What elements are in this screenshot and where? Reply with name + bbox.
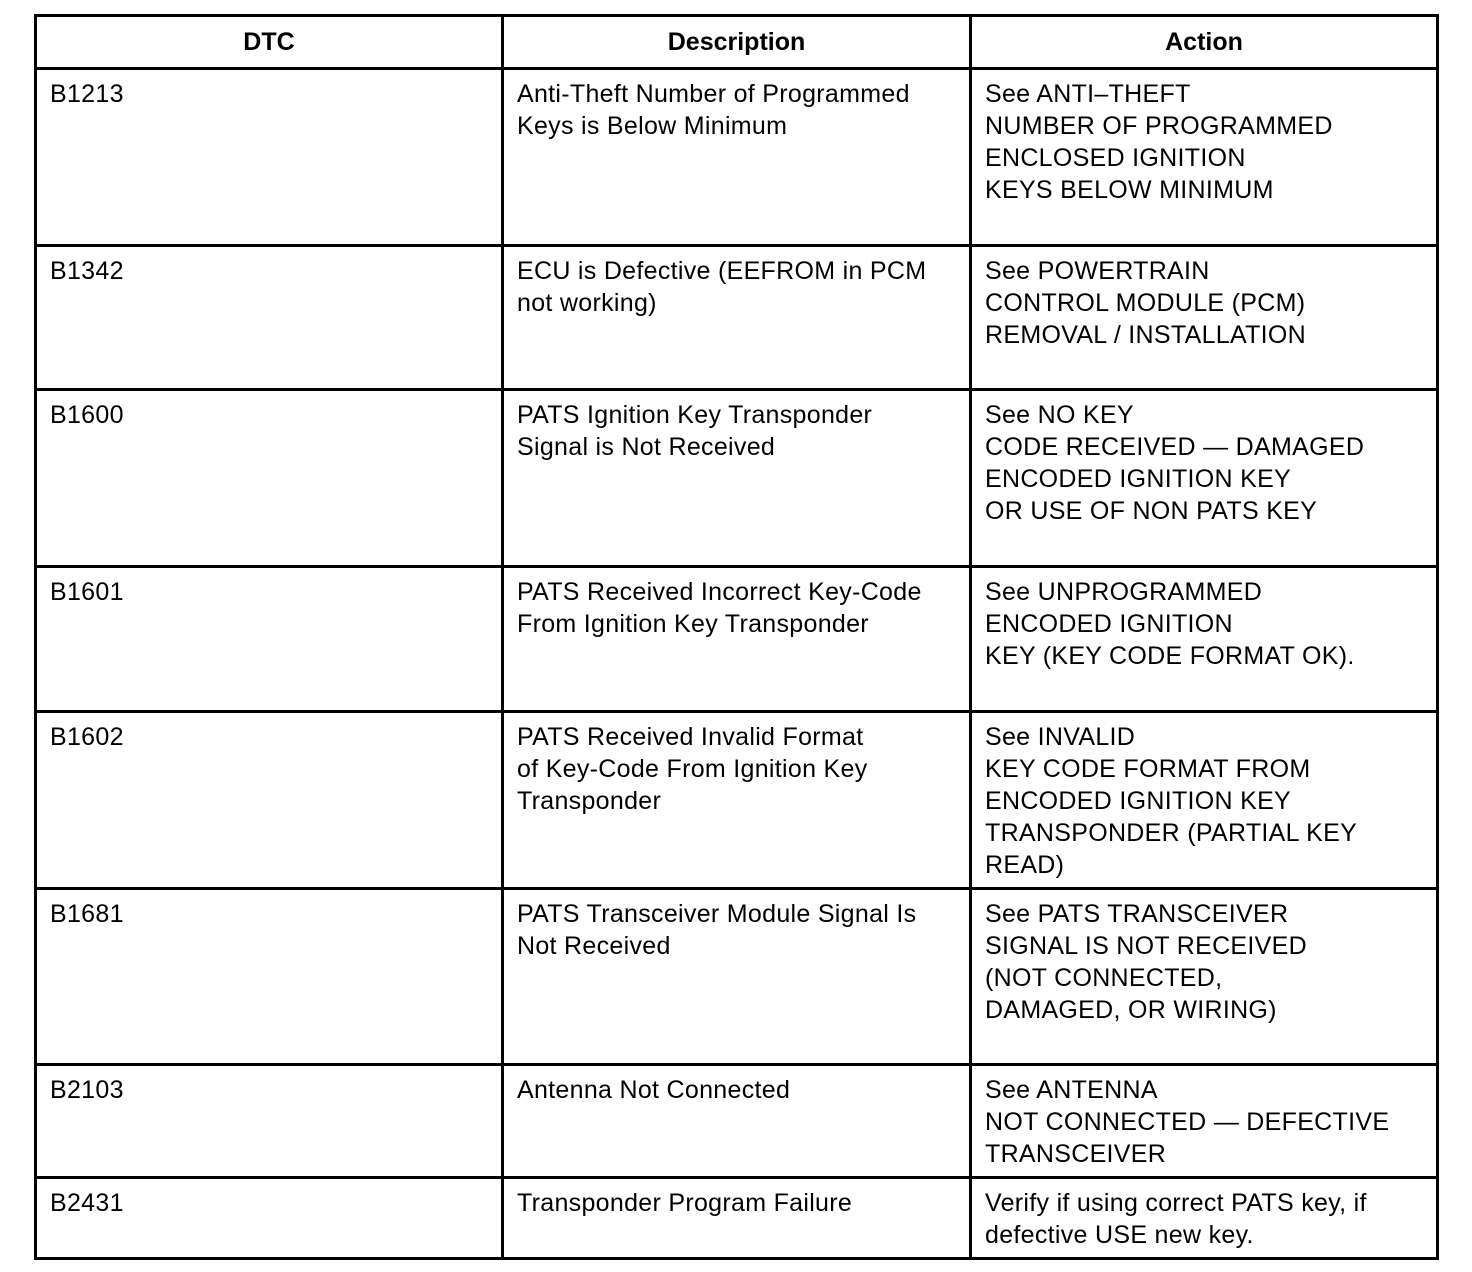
header-description: Description <box>503 16 971 69</box>
action-cell: See POWERTRAIN CONTROL MODULE (PCM) REMOVAL / INSTALLATION <box>971 246 1438 390</box>
header-dtc: DTC <box>36 16 503 69</box>
header-action: Action <box>971 16 1438 69</box>
action-cell: See NO KEY CODE RECEIVED — DAMAGED ENCODED IGNITION KEY OR USE OF NON PATS KEY <box>971 390 1438 567</box>
header-row <box>36 16 1438 69</box>
dtc-cell: B1600 <box>36 390 503 567</box>
dtc-cell: B1601 <box>36 567 503 712</box>
dtc-cell: B1213 <box>36 69 503 246</box>
description-cell: Anti-Theft Number of Programmed Keys is Below Minimum <box>503 69 971 246</box>
description-cell: PATS Transceiver Module Signal Is Not Received <box>503 889 971 1065</box>
description-cell: PATS Received Incorrect Key-Code From Ignition Key Transponder <box>503 567 971 712</box>
table-row <box>36 390 1438 567</box>
table-row <box>36 567 1438 712</box>
description-cell: Antenna Not Connected <box>503 1065 971 1178</box>
table-row <box>36 1178 1438 1259</box>
action-cell: See ANTENNA NOT CONNECTED — DEFECTIVE TRANSCEIVER <box>971 1065 1438 1178</box>
dtc-cell: B2431 <box>36 1178 503 1259</box>
dtc-cell: B1681 <box>36 889 503 1065</box>
table-row <box>36 69 1438 246</box>
table-row <box>36 889 1438 1065</box>
table-row <box>36 246 1438 390</box>
table-row <box>36 712 1438 889</box>
table-row <box>36 1065 1438 1178</box>
dtc-cell: B1342 <box>36 246 503 390</box>
action-cell: See ANTI–THEFT NUMBER OF PROGRAMMED ENCLOSED IGNITION KEYS BELOW MINIMUM <box>971 69 1438 246</box>
action-cell: See INVALID KEY CODE FORMAT FROM ENCODED IGNITION KEY TRANSPONDER (PARTIAL KEY READ) <box>971 712 1438 889</box>
dtc-cell: B1602 <box>36 712 503 889</box>
description-cell: PATS Received Invalid Format of Key-Code From Ignition Key Transponder <box>503 712 971 889</box>
description-cell: Transponder Program Failure <box>503 1178 971 1259</box>
action-cell: See UNPROGRAMMED ENCODED IGNITION KEY (KEY CODE FORMAT OK). <box>971 567 1438 712</box>
action-cell: See PATS TRANSCEIVER SIGNAL IS NOT RECEIVED (NOT CONNECTED, DAMAGED, OR WIRING) <box>971 889 1438 1065</box>
dtc-table <box>34 14 1439 1260</box>
description-cell: PATS Ignition Key Transponder Signal is Not Received <box>503 390 971 567</box>
dtc-cell: B2103 <box>36 1065 503 1178</box>
action-cell: Verify if using correct PATS key, if defective USE new key. <box>971 1178 1438 1259</box>
description-cell: ECU is Defective (EEFROM in PCM not working) <box>503 246 971 390</box>
